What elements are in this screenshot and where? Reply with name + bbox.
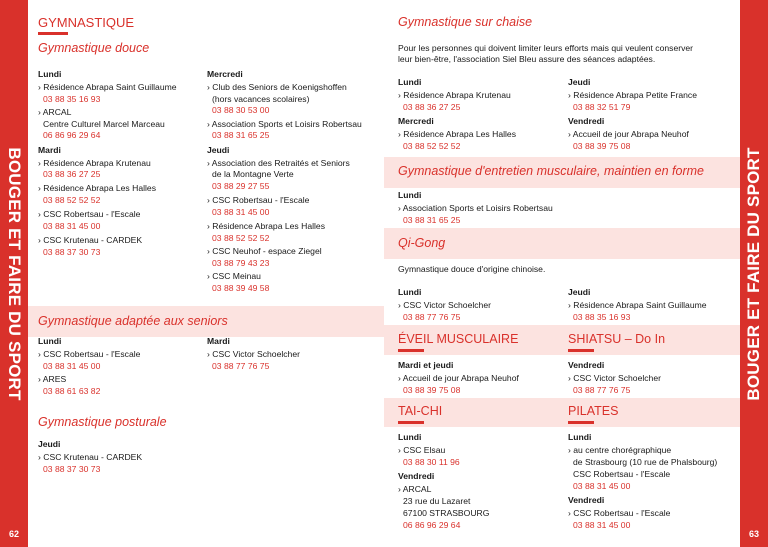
title-underline (568, 349, 594, 352)
phone-number: 03 88 77 76 75 (212, 361, 270, 371)
phone-number: 03 88 31 45 00 (212, 207, 270, 217)
section-title-gym-adaptee: Gymnastique adaptée aux seniors (38, 314, 228, 328)
venue-entry: › CSC Meinau (207, 271, 261, 281)
venue-entry-line: CSC Robertsau - l'Escale (573, 469, 671, 479)
venue-entry: › Résidence Abrapa Krutenau (398, 90, 511, 100)
title-underline (398, 421, 424, 424)
phone-number: 03 88 39 75 08 (403, 385, 461, 395)
description-line: Pour les personnes qui doivent limiter leurs efforts mais qui veulent conserver (398, 43, 694, 53)
title-underline (568, 421, 594, 424)
venue-entry: › CSC Neuhof - espace Ziegel (207, 246, 322, 256)
venue-entry: › CSC Robertsau - l'Escale (38, 209, 141, 219)
venue-entry-line: 67100 STRASBOURG (403, 508, 490, 518)
section-title-taichi: TAI-CHI (398, 404, 443, 418)
day-label: Lundi (38, 336, 62, 346)
phone-number: 03 88 31 45 00 (573, 481, 631, 491)
phone-number: 03 88 31 45 00 (573, 520, 631, 530)
phone-number: 03 88 52 52 52 (403, 141, 461, 151)
day-label: Lundi (398, 77, 422, 87)
venue-entry: › CSC Krutenau - CARDEK (38, 235, 143, 245)
venue-entry: › Association Sports et Loisirs Robertsau (207, 119, 362, 129)
section-title-gym-chaise: Gymnastique sur chaise (398, 15, 533, 29)
day-label: Lundi (398, 287, 422, 297)
phone-number: 03 88 29 27 55 (212, 181, 270, 191)
venue-entry: › Résidence Abrapa Les Halles (398, 129, 516, 139)
venue-entry: › Résidence Abrapa Krutenau (38, 158, 151, 168)
title-underline (38, 32, 68, 35)
phone-number: 03 88 32 51 79 (573, 102, 631, 112)
day-label: Lundi (568, 432, 592, 442)
venue-entry: › Association Sports et Loisirs Robertsau (398, 203, 553, 213)
day-label: Vendredi (568, 495, 605, 505)
venue-entry: › Résidence Abrapa Petite France (568, 90, 697, 100)
phone-number: 03 88 35 16 93 (43, 94, 101, 104)
title-underline (398, 349, 424, 352)
day-label: Vendredi (398, 471, 435, 481)
venue-entry: › ARCAL (38, 107, 72, 117)
venue-entry: › CSC Krutenau - CARDEK (38, 452, 143, 462)
phone-number: 03 88 31 45 00 (43, 361, 101, 371)
venue-entry: › CSC Robertsau - l'Escale (568, 508, 671, 518)
venue-entry-line: Centre Culturel Marcel Marceau (43, 119, 165, 129)
venue-entry: › Accueil de jour Abrapa Neuhof (398, 373, 519, 383)
venue-entry: › Résidence Abrapa Saint Guillaume (38, 82, 177, 92)
phone-number: 03 88 30 53 00 (212, 105, 270, 115)
phone-number: 03 88 52 52 52 (43, 195, 101, 205)
phone-number: 03 88 79 43 23 (212, 258, 270, 268)
day-label: Mardi et jeudi (398, 360, 454, 370)
phone-number: 03 88 31 65 25 (403, 215, 461, 225)
venue-entry: › au centre chorégraphique (568, 445, 672, 455)
section-title-gym-douce: Gymnastique douce (38, 41, 150, 55)
venue-entry: › ARES (38, 374, 67, 384)
phone-number: 03 88 52 52 52 (212, 233, 270, 243)
day-label: Mercredi (207, 69, 243, 79)
day-label: Lundi (398, 190, 422, 200)
phone-number: 03 88 77 76 75 (403, 312, 461, 322)
venue-entry-line: de Strasbourg (10 rue de Phalsbourg) (573, 457, 718, 467)
venue-entry: › CSC Elsau (398, 445, 446, 455)
phone-number: 03 88 37 30 73 (43, 464, 101, 474)
day-label: Vendredi (568, 116, 605, 126)
phone-number: 03 88 39 49 58 (212, 283, 270, 293)
venue-entry-line: (hors vacances scolaires) (212, 94, 310, 104)
venue-entry: › CSC Victor Schoelcher (207, 349, 300, 359)
venue-entry-line: de la Montagne Verte (212, 169, 294, 179)
right-side-label: BOUGER ET FAIRE DU SPORT (744, 146, 763, 401)
phone-number: 03 88 77 76 75 (573, 385, 631, 395)
day-label: Mardi (207, 336, 230, 346)
left-side-bar (0, 0, 28, 547)
phone-number: 03 88 39 75 08 (573, 141, 631, 151)
day-label: Jeudi (568, 287, 591, 297)
venue-entry: › ARCAL (398, 484, 432, 494)
phone-number: 03 88 36 27 25 (43, 169, 101, 179)
day-label: Mardi (38, 145, 61, 155)
venue-entry: › CSC Victor Schoelcher (568, 373, 661, 383)
phone-number: 03 88 31 65 25 (212, 130, 270, 140)
left-side-label: BOUGER ET FAIRE DU SPORT (5, 146, 24, 401)
day-label: Lundi (38, 69, 62, 79)
venue-entry: › CSC Robertsau - l'Escale (38, 349, 141, 359)
phone-number: 06 86 96 29 64 (403, 520, 461, 530)
section-title-pilates: PILATES (568, 404, 619, 418)
venue-entry: › Résidence Abrapa Saint Guillaume (568, 300, 707, 310)
section-title-shiatsu: SHIATSU – Do In (568, 332, 666, 346)
venue-entry: › Association des Retraités et Seniors (207, 158, 350, 168)
section-title-gym-entretien: Gymnastique d'entretien musculaire, maintien en forme (398, 164, 705, 178)
day-label: Jeudi (38, 439, 61, 449)
phone-number: 06 86 96 29 64 (43, 130, 101, 140)
phone-number: 03 88 61 63 82 (43, 386, 101, 396)
description-line: leur bien-être, l'association Siel Bleu assure des séances adaptées. (398, 54, 656, 64)
venue-entry-line: 23 rue du Lazaret (403, 496, 471, 506)
day-label: Lundi (398, 432, 422, 442)
phone-number: 03 88 31 45 00 (43, 221, 101, 231)
phone-number: 03 88 35 16 93 (573, 312, 631, 322)
page-number-right: 63 (748, 529, 759, 539)
day-label: Jeudi (207, 145, 230, 155)
right-side-bar (740, 0, 768, 547)
day-label: Mercredi (398, 116, 434, 126)
section-title-eveil: ÉVEIL MUSCULAIRE (398, 332, 519, 346)
venue-entry: › Résidence Abrapa Les Halles (38, 183, 156, 193)
page-title: GYMNASTIQUE (38, 15, 135, 30)
venue-entry: › CSC Robertsau - l'Escale (207, 195, 310, 205)
section-title-gym-posturale: Gymnastique posturale (38, 415, 167, 429)
venue-entry: › Accueil de jour Abrapa Neuhof (568, 129, 689, 139)
day-label: Jeudi (568, 77, 591, 87)
phone-number: 03 88 36 27 25 (403, 102, 461, 112)
page-number-left: 62 (8, 529, 19, 539)
description-line: Gymnastique douce d'origine chinoise. (398, 264, 546, 274)
venue-entry: › Résidence Abrapa Les Halles (207, 221, 325, 231)
venue-entry: › Club des Seniors de Koenigshoffen (207, 82, 347, 92)
phone-number: 03 88 30 11 96 (403, 457, 460, 467)
day-label: Vendredi (568, 360, 605, 370)
section-title-qigong: Qi-Gong (398, 236, 446, 250)
phone-number: 03 88 37 30 73 (43, 247, 101, 257)
venue-entry: › CSC Victor Schoelcher (398, 300, 491, 310)
